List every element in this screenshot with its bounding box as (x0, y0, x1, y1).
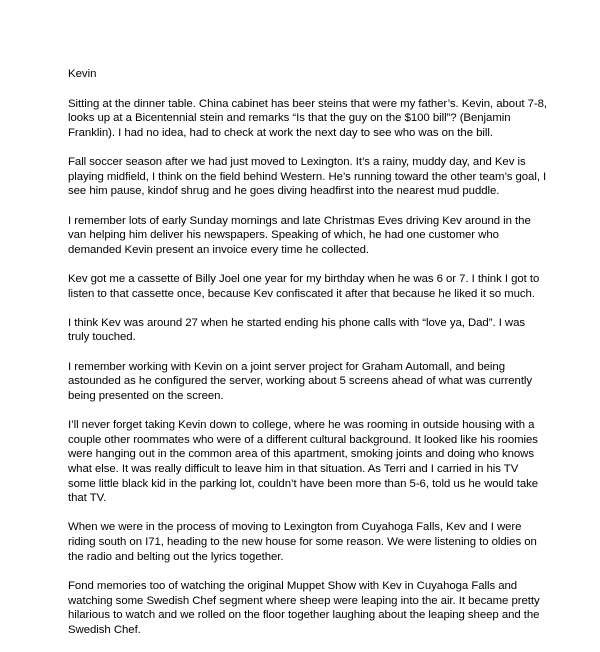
paragraph-fall-soccer: Fall soccer season after we had just moved to Lexington. It’s a rainy, muddy day, and Kev is playing midfield, I think on the field behind Western. He’s running toward the other team’s goal, I see him pause, kindof shrug and he goes diving headfirst into the nearest mud puddle. (68, 156, 547, 198)
paragraph-dinner-table: Sitting at the dinner table. China cabinet has beer steins that were my father’s. Kevin, about 7-8, looks up at a Bicentennial stein and remarks “Is that the guy on the $100 bill”? (Benjamin Franklin). I had no idea, had to check at work the next day to see who was on the bill. (68, 97, 548, 139)
paragraph-love-ya-dad: I think Kev was around 27 when he started ending his phone calls with “love ya, Dad”. I was truly touched. (68, 316, 526, 344)
paragraph-college: I’ll never forget taking Kevin down to college, where he was rooming in outside housing with a couple other roommates who were of a different cultural background. It looked like his roomies were hanging out in the common area of this apartment, smoking joints and doing who knows what else. It was really difficult to leave him in that situation. As Terri and I carried in his TV some little black kid in the parking lot, couldn’t have been more than 5-6, told us he would take that TV. (68, 419, 539, 505)
paragraph-newspapers: I remember lots of early Sunday mornings and late Christmas Eves driving Kev around in the van helping him deliver his newspapers. Speaking of which, he had one customer who demanded Kevin present an invoice every time he collected. (68, 214, 531, 256)
paragraph-moving-oldies: When we were in the process of moving to Lexington from Cuyahoga Falls, Kev and I were riding south on I71, heading to the new house for some reason. We were listening to oldies on the radio and belting out the lyrics together. (68, 521, 537, 563)
paragraph-muppet-show: Fond memories too of watching the original Muppet Show with Kev in Cuyahoga Falls and watching some Swedish Chef segment where sheep were leaping into the air. It became pretty hilarious to watch and we rolled on the floor together laughing about the leaping sheep and the Swedish Chef. (68, 579, 540, 636)
paragraph-billy-joel-cassette: Kev got me a cassette of Billy Joel one year for my birthday when he was 6 or 7. I think I got to listen to that cassette once, because Kev confiscated it after that because he liked it so much. (68, 273, 540, 300)
paragraph-server-project: I remember working with Kevin on a joint server project for Graham Automall, and being astounded as he configured the server, working about 5 screens ahead of what was currently being presented on the screen. (68, 360, 533, 402)
document-title: Kevin (68, 68, 97, 80)
document-page (68, 67, 548, 652)
